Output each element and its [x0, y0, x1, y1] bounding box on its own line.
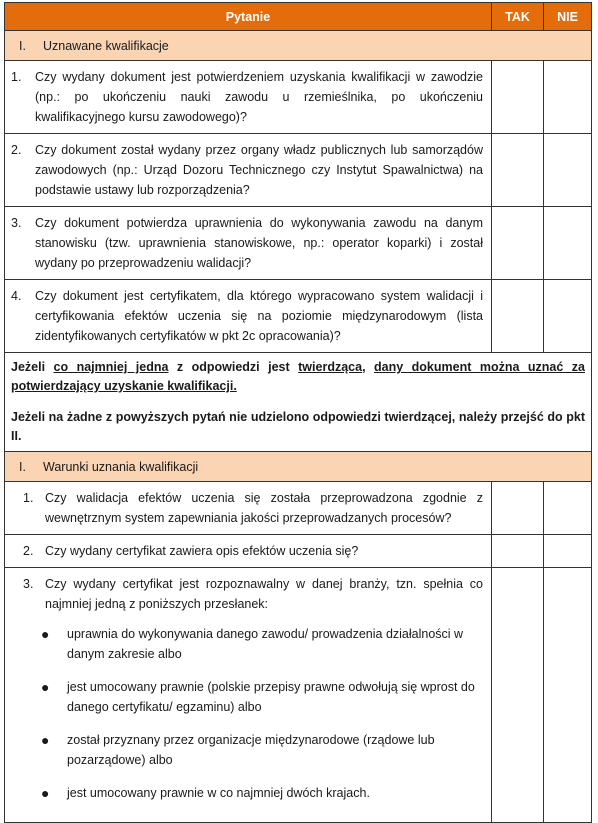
header-no: NIE	[544, 3, 592, 31]
list-item: ● został przyznany przez organizacje międzynarodowe (rządowe lub pozarządowe) albo	[41, 730, 483, 770]
header-yes: TAK	[492, 3, 544, 31]
list-item: ● uprawnia do wykonywania danego zawodu/ prowadzenia działalności w danym zakresie albo	[41, 624, 483, 664]
yes-cell[interactable]	[492, 568, 544, 823]
list-item: ● jest umocowany prawnie (polskie przepisy prawne odwołują się wprost do danego certyfikatu/ egzaminu) albo	[41, 677, 483, 717]
bullet-icon: ●	[41, 679, 50, 695]
no-cell[interactable]	[544, 61, 592, 134]
section-2-title: Warunki uznania kwalifikacji	[43, 459, 199, 474]
section-2-row	[5, 452, 592, 482]
qualification-table	[4, 2, 592, 823]
yes-cell[interactable]	[492, 207, 544, 280]
bullet-icon: ●	[41, 732, 50, 748]
no-cell[interactable]	[544, 207, 592, 280]
table-row	[5, 280, 592, 353]
yes-cell[interactable]	[492, 482, 544, 535]
yes-cell[interactable]	[492, 61, 544, 134]
question-text: Czy wydany certyfikat zawiera opis efektów uczenia się?	[45, 544, 359, 558]
question-number: 4.	[11, 289, 22, 303]
bullet-icon: ●	[41, 626, 50, 642]
question-text: Czy walidacja efektów uczenia się została przeprowadzona zgodnie z wewnętrznym system zapewniania jakości przeprowadzanych procesów?	[45, 491, 483, 525]
question-number: 3.	[11, 216, 22, 230]
question-number: 1.	[23, 491, 34, 505]
question-number: 2.	[23, 544, 34, 558]
bullet-icon: ●	[41, 785, 50, 801]
no-cell[interactable]	[544, 134, 592, 207]
table-row	[5, 134, 592, 207]
section-1-number: I.	[19, 38, 26, 53]
table-row	[5, 535, 592, 568]
yes-cell[interactable]	[492, 134, 544, 207]
header-question: Pytanie	[5, 3, 492, 31]
instruction-note-row	[5, 353, 592, 452]
section-2-number: I.	[19, 459, 26, 474]
yes-cell[interactable]	[492, 535, 544, 568]
question-text: Czy wydany dokument jest potwierdzeniem uzyskania kwalifikacji w zawodzie (np.: po ukończeniu nauki zawodu u rzemieślnika, po ukończeniu kwalifikacyjnego kursu zawodowego)?	[35, 70, 483, 124]
yes-cell[interactable]	[492, 280, 544, 353]
table-row	[5, 568, 592, 823]
table-header-row	[5, 3, 592, 31]
table-row	[5, 482, 592, 535]
table-row	[5, 61, 592, 134]
question-number: 1.	[11, 70, 22, 84]
question-text: Czy dokument jest certyfikatem, dla którego wypracowano system walidacji i certyfikowania efektów uczenia się na poziomie międzynarodowym (lista zidentyfikowanych certyfikatów w pkt 2c opracowania)?	[35, 289, 483, 343]
note-negative: Jeżeli na żadne z powyższych pytań nie udzielono odpowiedzi twierdzącej, należy przejść do pkt II.	[11, 410, 585, 443]
no-cell[interactable]	[544, 280, 592, 353]
note-positive: Jeżeli co najmniej jedna z odpowiedzi jest twierdząca, dany dokument można uznać za potwierdzający uzyskanie kwalifikacji.	[11, 360, 586, 393]
section-1-row	[5, 31, 592, 61]
no-cell[interactable]	[544, 535, 592, 568]
question-text: Czy dokument został wydany przez organy władz publicznych lub samorządów zawodowych (np.: Urząd Dozoru Technicznego czy Instytut Spawalnictwa) na podstawie ustawy lub rozporządzenia?	[35, 143, 483, 197]
list-item: ● jest umocowany prawnie w co najmniej dwóch krajach.	[41, 785, 370, 801]
section-1-title: Uznawane kwalifikacje	[43, 38, 169, 53]
question-text: Czy wydany certyfikat jest rozpoznawalny w danej branży, tzn. spełnia co najmniej jedną z poniższych przesłanek:	[45, 577, 483, 611]
criteria-list	[5, 624, 491, 803]
question-text: Czy dokument potwierdza uprawnienia do wykonywania zawodu na danym stanowisku (tzw. uprawnienia stanowiskowe, np.: operator koparki) i został wydany po przeprowadzeniu walidacji?	[35, 216, 483, 270]
question-number: 2.	[11, 143, 22, 157]
no-cell[interactable]	[544, 568, 592, 823]
question-number: 3.	[23, 577, 34, 591]
table-row	[5, 207, 592, 280]
no-cell[interactable]	[544, 482, 592, 535]
